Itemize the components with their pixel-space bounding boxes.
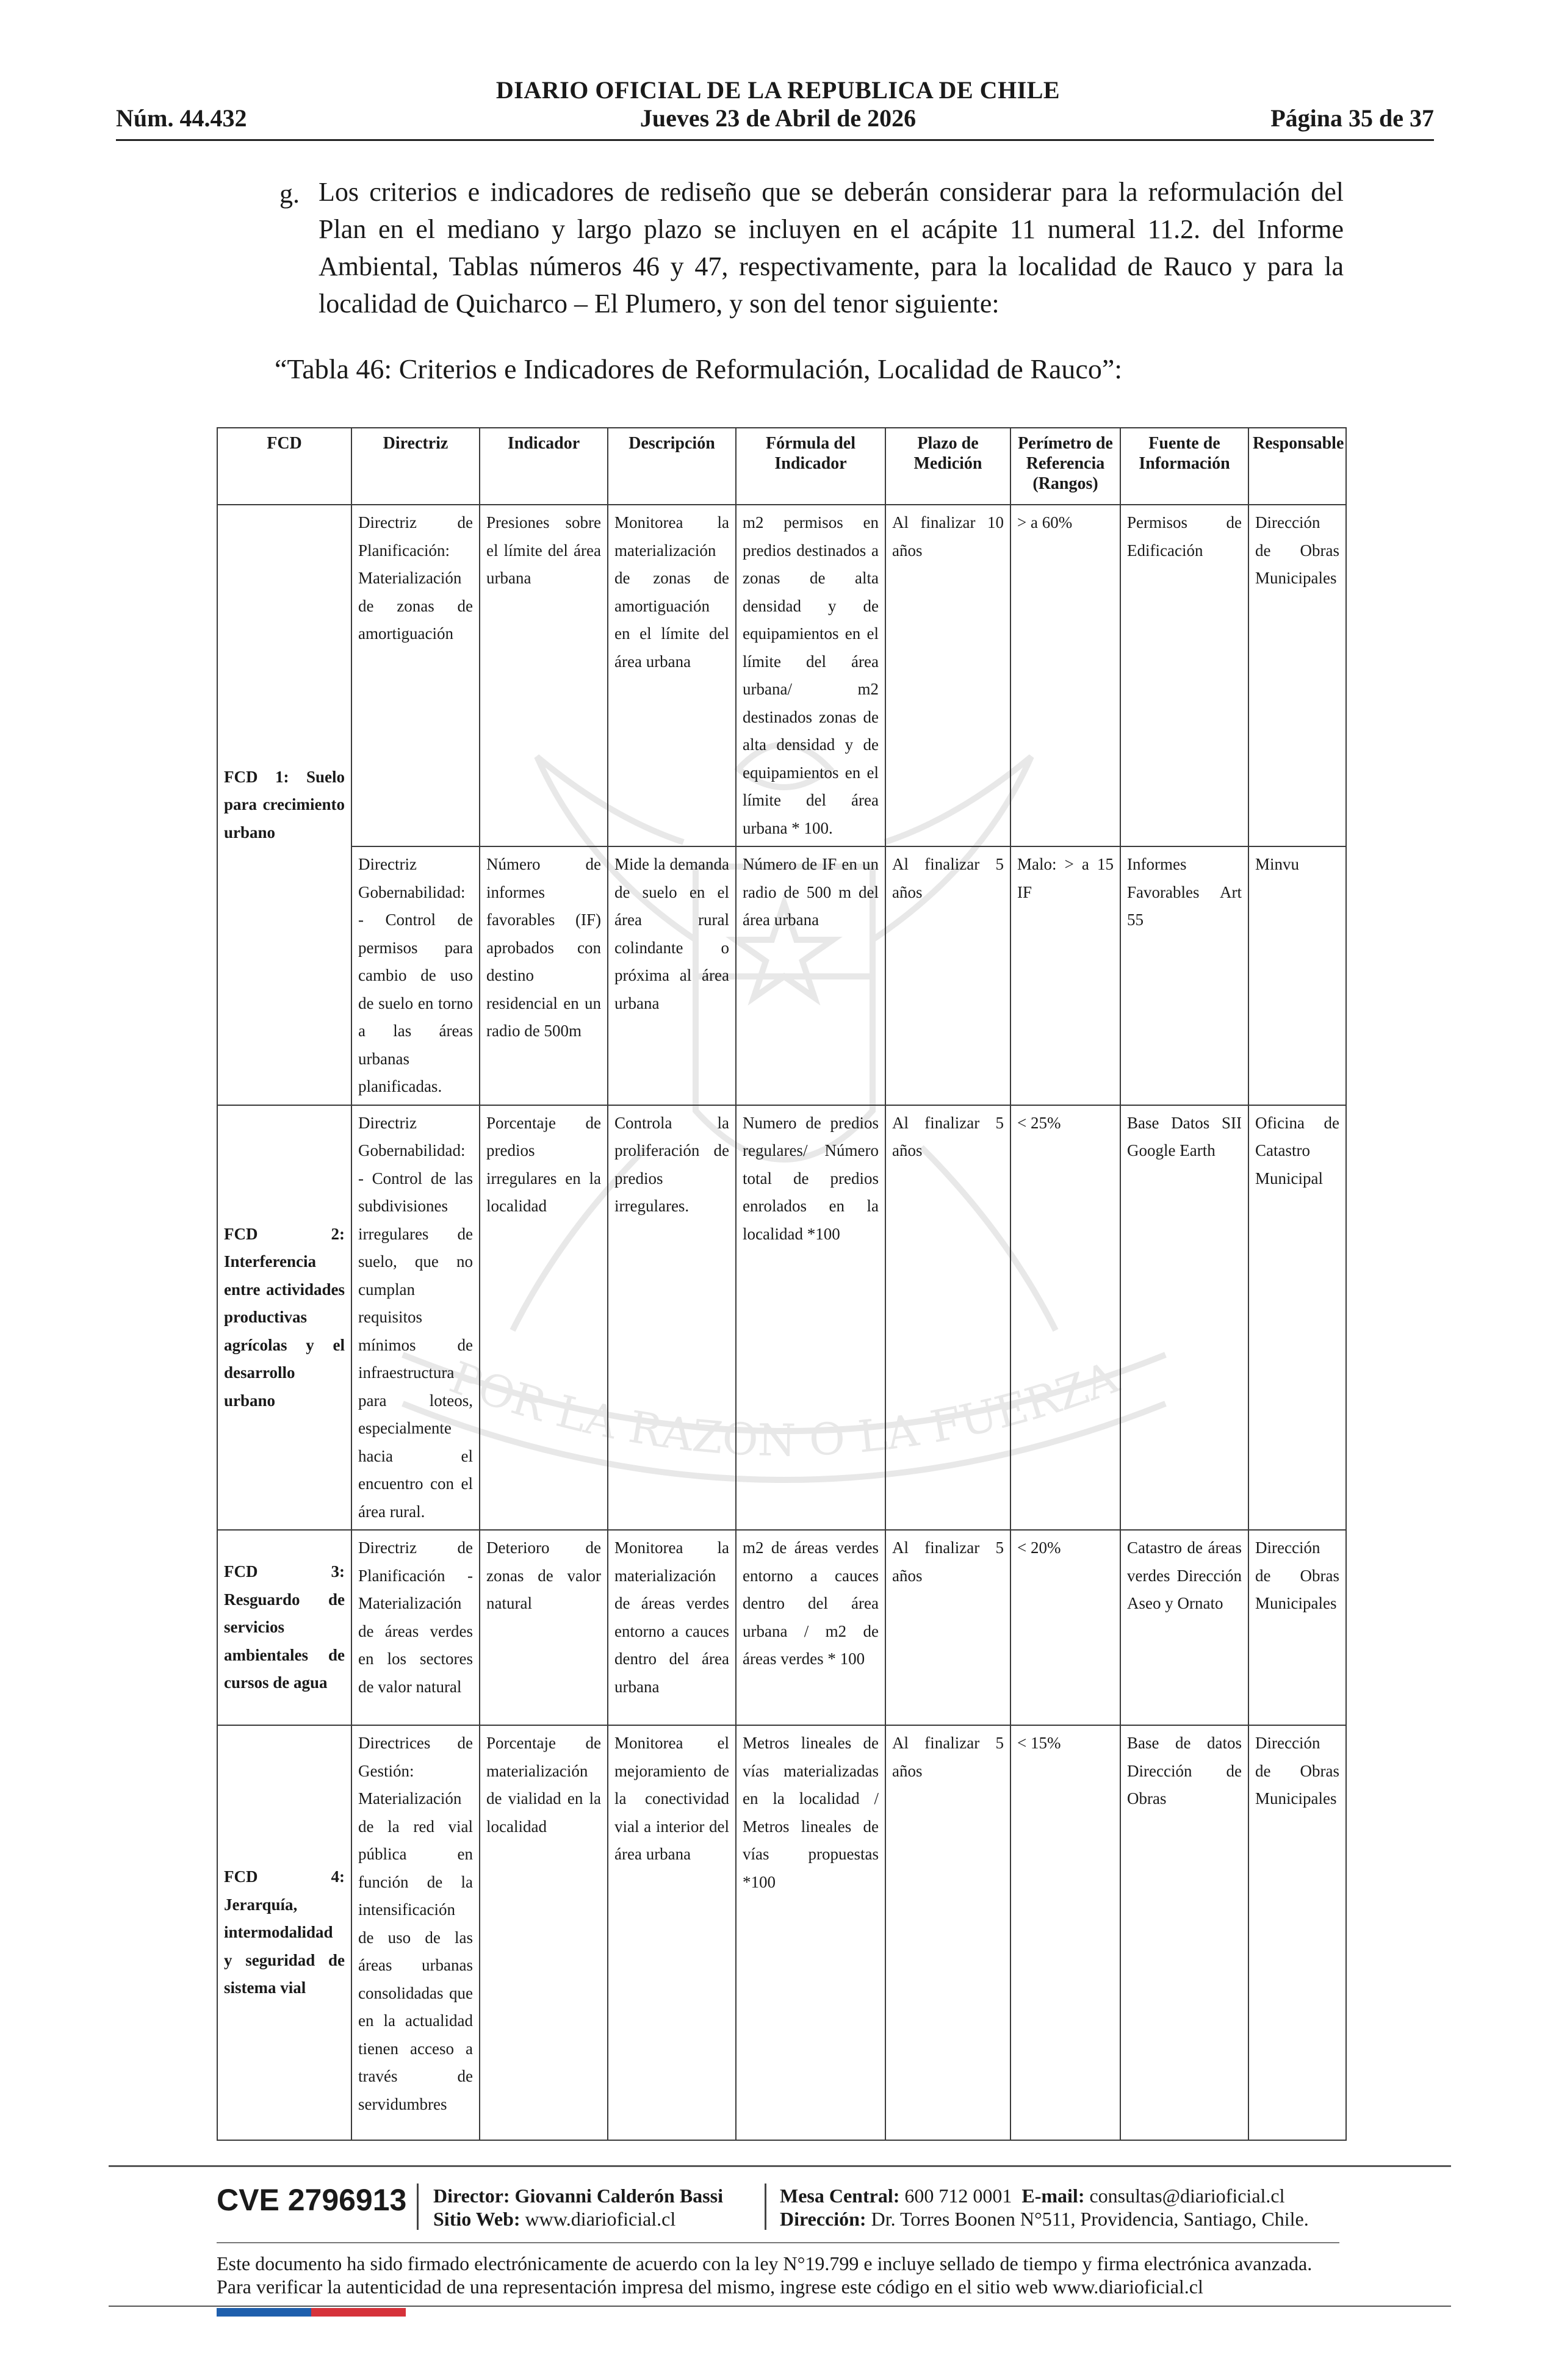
formula-cell: m2 de áreas verdes entorno a cauces dentro del área urbana / m2 de áreas verdes * 100 bbox=[736, 1530, 885, 1725]
responsable-cell: Minvu bbox=[1248, 846, 1346, 1105]
flag-blue-stripe bbox=[217, 2308, 311, 2317]
fcd-cell: FCD 4: Jerarquía, intermodalidad y seguridad de sistema vial bbox=[217, 1725, 351, 2140]
header-directriz: Directriz bbox=[351, 428, 480, 505]
email-link[interactable]: consultas@diarioficial.cl bbox=[1089, 2185, 1285, 2207]
table-row bbox=[217, 1530, 1346, 1725]
director-label: Director: bbox=[433, 2185, 510, 2207]
mesa-value: 600 712 0001 bbox=[904, 2185, 1012, 2207]
fuente-cell: Informes Favorables Art 55 bbox=[1120, 846, 1248, 1105]
footer-separator bbox=[417, 2183, 419, 2230]
table-caption: “Tabla 46: Criterios e Indicadores de Reformulación, Localidad de Rauco”: bbox=[275, 353, 1123, 384]
director-name: Giovanni Calderón Bassi bbox=[514, 2185, 723, 2207]
plazo-cell: Al finalizar 5 años bbox=[885, 1725, 1010, 2140]
newspaper-title: DIARIO OFICIAL DE LA REPUBLICA DE CHILE bbox=[495, 76, 1061, 104]
website-link[interactable]: www.diarioficial.cl bbox=[525, 2208, 676, 2230]
responsable-cell: Dirección de Obras Municipales bbox=[1248, 505, 1346, 846]
fcd-cell: FCD 2: Interferencia entre actividades productivas agrícolas y el desarrollo urbano bbox=[217, 1105, 351, 1531]
descripcion-cell: Controla la proliferación de predios irregulares. bbox=[608, 1105, 736, 1531]
fuente-cell: Base de datos Dirección de Obras bbox=[1120, 1725, 1248, 2140]
director-line bbox=[433, 2185, 723, 2207]
header-formula: Fórmula del Indicador bbox=[736, 428, 885, 505]
plazo-cell: Al finalizar 10 años bbox=[885, 505, 1010, 846]
fcd-cell: FCD 3: Resguardo de servicios ambientales de cursos de agua bbox=[217, 1530, 351, 1725]
header-responsable: Responsable bbox=[1248, 428, 1346, 505]
footer-divider bbox=[109, 2165, 1451, 2167]
indicador-cell: Número de informes favorables (IF) aprobados con destino residencial en un radio de 500m bbox=[480, 846, 608, 1105]
table-row bbox=[217, 1725, 1346, 2140]
descripcion-cell: Monitorea el mejoramiento de la conectividad vial a interior del área urbana bbox=[608, 1725, 736, 2140]
indicador-cell: Porcentaje de materialización de vialidad en la localidad bbox=[480, 1725, 608, 2140]
descripcion-cell: Monitorea la materialización de zonas de amortiguación en el límite del área urbana bbox=[608, 505, 736, 846]
header-fuente: Fuente de Información bbox=[1120, 428, 1248, 505]
criteria-table bbox=[217, 427, 1347, 2141]
website-label: Sitio Web: bbox=[433, 2208, 520, 2230]
flag-color-bar bbox=[217, 2308, 406, 2317]
fuente-cell: Catastro de áreas verdes Dirección Aseo y Ornato bbox=[1120, 1530, 1248, 1725]
perimetro-cell: > a 60% bbox=[1010, 505, 1120, 846]
legal-notice: Este documento ha sido firmado electrónicamente de acuerdo con la ley N°19.799 e incluye sellado de tiempo y firma electrónica avanzada. Para verificar la autenticidad de una representación impresa del mismo, ingrese este código en el sitio web www.diarioficial.cl bbox=[217, 2252, 1313, 2298]
table-row bbox=[217, 846, 1346, 1105]
responsable-cell: Dirección de Obras Municipales bbox=[1248, 1725, 1346, 2140]
table-row bbox=[217, 505, 1346, 846]
contact-line bbox=[780, 2185, 1285, 2207]
paragraph-marker: g. bbox=[279, 179, 300, 209]
directriz-cell: Directriz de Planificación - Materialización de áreas verdes en los sectores de valor natural bbox=[351, 1530, 480, 1725]
page-number: Página 35 de 37 bbox=[1270, 104, 1434, 132]
seal-motto: POR LA RAZON O LA FUERZA bbox=[443, 1351, 1125, 1466]
fcd-cell: FCD 1: Suelo para crecimiento urbano bbox=[217, 505, 351, 1105]
footer-divider bbox=[217, 2242, 1339, 2243]
address-line bbox=[780, 2208, 1309, 2230]
header-indicador: Indicador bbox=[480, 428, 608, 505]
fuente-cell: Base Datos SII Google Earth bbox=[1120, 1105, 1248, 1531]
cve-code: CVE 2796913 bbox=[217, 2183, 407, 2217]
indicador-cell: Presiones sobre el límite del área urbana bbox=[480, 505, 608, 846]
flag-red-stripe bbox=[311, 2308, 406, 2317]
formula-cell: Número de IF en un radio de 500 m del área urbana bbox=[736, 846, 885, 1105]
directriz-cell: Directriz Gobernabilidad: - Control de permisos para cambio de uso de suelo en torno a las áreas urbanas planificadas. bbox=[351, 846, 480, 1105]
directriz-cell: Directriz Gobernabilidad: - Control de las subdivisiones irregulares de suelo, que no cumplan requisitos mínimos de infraestructura para loteos, especialmente hacia el encuentro con el área rural. bbox=[351, 1105, 480, 1531]
formula-cell: m2 permisos en predios destinados a zonas de alta densidad y de equipamientos en el límite del área urbana/ m2 destinados zonas de alta densidad y de equipamientos en el límite del área urbana * 100. bbox=[736, 505, 885, 846]
email-label: E-mail: bbox=[1021, 2185, 1085, 2207]
descripcion-cell: Mide la demanda de suelo en el área rural colindante o próxima al área urbana bbox=[608, 846, 736, 1105]
perimetro-cell: < 25% bbox=[1010, 1105, 1120, 1531]
responsable-cell: Oficina de Catastro Municipal bbox=[1248, 1105, 1346, 1531]
footer-divider bbox=[109, 2306, 1451, 2307]
website-line bbox=[433, 2208, 675, 2230]
address-label: Dirección: bbox=[780, 2208, 866, 2230]
plazo-cell: Al finalizar 5 años bbox=[885, 846, 1010, 1105]
mesa-label: Mesa Central: bbox=[780, 2185, 900, 2207]
responsable-cell: Dirección de Obras Municipales bbox=[1248, 1530, 1346, 1725]
address-value: Dr. Torres Boonen N°511, Providencia, Santiago, Chile. bbox=[871, 2208, 1309, 2230]
directriz-cell: Directrices de Gestión: Materialización de la red vial pública en función de la intensificación de uso de las áreas urbanas consolidadas que en la actualidad tienen acceso a través de servidumbres bbox=[351, 1725, 480, 2140]
fuente-cell: Permisos de Edificación bbox=[1120, 505, 1248, 846]
issue-number: Núm. 44.432 bbox=[116, 104, 247, 132]
directriz-cell: Directriz de Planificación: Materialización de zonas de amortiguación bbox=[351, 505, 480, 846]
descripcion-cell: Monitorea la materialización de áreas verdes entorno a cauces dentro del área urbana bbox=[608, 1530, 736, 1725]
header-fcd: FCD bbox=[217, 428, 351, 505]
formula-cell: Metros lineales de vías materializadas en la localidad / Metros lineales de vías propuestas *100 bbox=[736, 1725, 885, 2140]
issue-date: Jueves 23 de Abril de 2026 bbox=[639, 104, 917, 132]
formula-cell: Numero de predios regulares/ Número total de predios enrolados en la localidad *100 bbox=[736, 1105, 885, 1531]
perimetro-cell: Malo: > a 15 IF bbox=[1010, 846, 1120, 1105]
footer-separator bbox=[765, 2183, 766, 2230]
indicador-cell: Porcentaje de predios irregulares en la localidad bbox=[480, 1105, 608, 1531]
paragraph-text: Los criterios e indicadores de rediseño que se deberán considerar para la reformulación del Plan en el mediano y largo plazo se incluyen en el acápite 11 numeral 11.2. del Informe Ambiental, Tablas números 46 y 47, respectivamente, para la localidad de Rauco y para la localidad de Quicharco – El Plumero, y son del tenor siguiente: bbox=[319, 177, 1344, 319]
table-header-row bbox=[217, 428, 1346, 505]
header-plazo: Plazo de Medición bbox=[885, 428, 1010, 505]
perimetro-cell: < 20% bbox=[1010, 1530, 1120, 1725]
table-row bbox=[217, 1105, 1346, 1531]
header-perimetro: Perímetro de Referencia (Rangos) bbox=[1010, 428, 1120, 505]
plazo-cell: Al finalizar 5 años bbox=[885, 1530, 1010, 1725]
header-descripcion: Descripción bbox=[608, 428, 736, 505]
plazo-cell: Al finalizar 5 años bbox=[885, 1105, 1010, 1531]
header-divider bbox=[116, 139, 1434, 141]
indicador-cell: Deterioro de zonas de valor natural bbox=[480, 1530, 608, 1725]
perimetro-cell: < 15% bbox=[1010, 1725, 1120, 2140]
